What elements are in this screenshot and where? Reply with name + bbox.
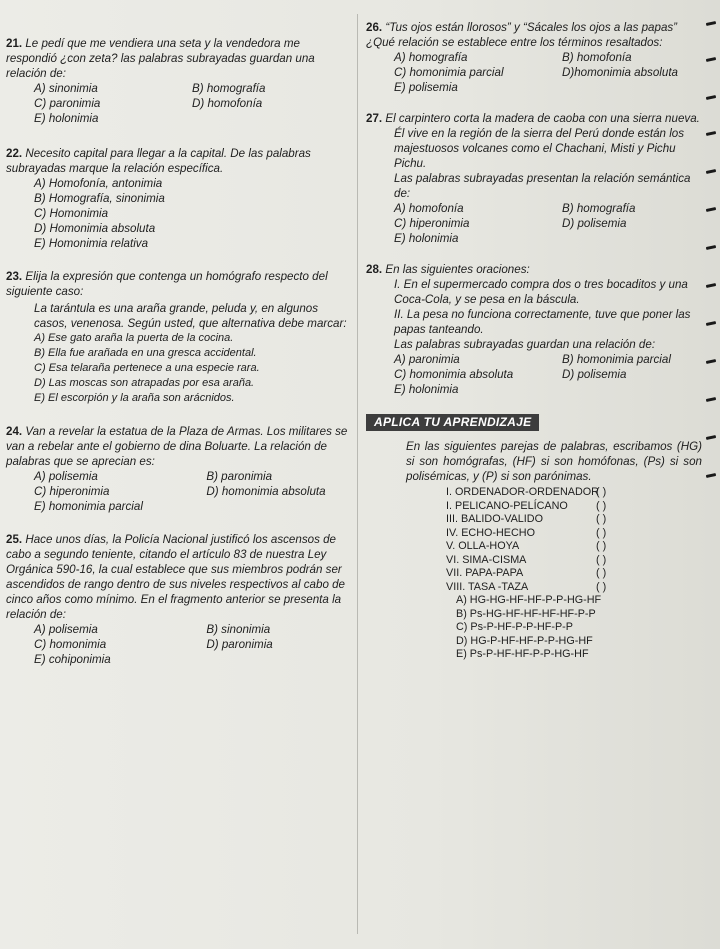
binder-mark [706,245,716,250]
option[interactable]: C) hiperonimia [34,485,110,498]
option[interactable]: E) cohiponimia [34,653,111,666]
question-24-stem: 24. Van a revelar la estatua de la Plaza de Armas. Los militares se van a rebelar ante el gobierno de dina Boluarte. La relación de palabras que se aprecian es: [6,425,348,468]
question-23 [6,269,350,406]
option[interactable]: A) Ese gato araña la puerta de la cocina. [34,332,234,344]
option[interactable]: C) homonimia parcial [394,66,504,79]
question-23-options [6,331,350,406]
option[interactable]: A) homofonía [394,202,464,215]
option[interactable]: B) paronimia [206,470,273,483]
binder-mark [706,95,716,100]
option[interactable]: A) HG-HG-HF-HF-P-P-HG-HF [456,594,602,606]
binder-mark [706,283,716,288]
word-pair: V. OLLA-HOYA ( ) [446,540,607,552]
answer-blank[interactable]: ( ) [596,540,607,552]
question-28-options [366,352,702,397]
binder-mark [706,169,716,174]
question-22-stem: 22. Necesito capital para llegar a la capital. De las palabras subrayadas marque la relación específica. [6,147,311,175]
option[interactable]: C) Ps-P-HF-P-P-HF-P-P [456,621,573,633]
right-column [366,20,702,662]
word-pair: VIII. TASA -TAZA ( ) [446,580,607,593]
question-23-stem: 23. Elija la expresión que contenga un homógrafo respecto del siguiente caso: [6,270,328,298]
question-28-stem: 28. En las siguientes oraciones: [366,263,530,276]
option[interactable]: D) Las moscas son atrapadas por esa araña. [34,377,255,389]
practice-instructions: En las siguientes parejas de palabras, escribamos (HG) si son homógrafas, (HF) si son homófonas, (Ps) si son polisémicas, y (P) si son parónimas. [406,440,702,483]
binder-mark [706,321,716,326]
option[interactable]: D) homonimia absoluta [206,485,326,498]
option[interactable]: B) Ella fue arañada en una gresca accidental. [34,347,257,359]
option[interactable]: A) Homofonía, antonimia [34,177,163,190]
answer-blank[interactable]: ( ) [596,513,607,525]
binder-mark [706,21,716,26]
question-25 [6,532,350,667]
option[interactable]: B) homografía [562,202,636,215]
binder-mark [706,397,716,402]
question-22 [6,146,350,251]
option[interactable]: A) polisemia [34,470,98,483]
option[interactable]: C) Esa telaraña pertenece a una especie rara. [34,362,260,374]
binder-mark [706,473,716,478]
binder-edge [704,0,720,949]
option[interactable]: C) Homonimia [34,207,109,220]
option[interactable]: B) homofonía [562,51,632,64]
question-28-sentence-1: I. En el supermercado compra dos o tres bocaditos y una Coca-Cola, y se pesa en la báscula. [394,278,688,306]
option[interactable]: C) hiperonimia [394,217,470,230]
question-27-stem: 27. El carpintero corta la madera de caoba con una sierra nueva. [366,112,700,125]
option[interactable]: E) holonimia [394,232,459,245]
option[interactable]: E) El escorpión y la araña son arácnidos. [34,392,235,404]
question-27-options [366,201,702,246]
question-26-options [366,50,702,95]
question-26 [366,20,702,95]
binder-mark [706,131,716,136]
question-23-case: La tarántula es una araña grande, peluda y, en algunos casos, venenosa. Según usted, que alternativa debe marcar: [34,302,347,330]
word-pair: I. ORDENADOR-ORDENADOR ( ) [446,486,607,498]
option[interactable]: D) paronimia [206,638,273,651]
question-25-stem: 25. Hace unos días, la Policía Nacional justificó los ascensos de cabo a segundo teniente, citando el artículo 83 de nuestra Ley Orgánica 590-16, la cual establece que sus miembros podrán ser ascendidos de rango dentro de sus niveles respectivos al cabo de cinco años como mínimo. En el fragmento anterior se presenta la relación de: [6,533,346,621]
binder-mark [706,207,716,212]
option[interactable]: B) Ps-HG-HF-HF-HF-HF-P-P [456,607,596,620]
question-28-prompt: Las palabras subrayadas guardan una relación de: [394,338,656,351]
question-24 [6,424,350,514]
option[interactable]: C) homonimia absoluta [394,368,514,381]
word-pair: I. PELICANO-PELÍCANO ( ) [446,499,607,512]
question-27-line3: Las palabras subrayadas presentan la relación semántica de: [394,172,691,200]
option[interactable]: C) homonimia [34,638,107,651]
binder-mark [706,57,716,62]
question-25-options [6,622,350,667]
binder-mark [706,435,716,440]
option[interactable]: E) Ps-P-HF-HF-P-P-HG-HF [456,648,589,660]
question-22-options [6,176,350,251]
answer-blank[interactable]: ( ) [596,567,607,579]
option[interactable]: B) homografía [192,82,266,95]
option[interactable]: E) polisemia [394,81,458,94]
practice-section [366,410,702,662]
question-28 [366,262,702,397]
option[interactable]: B) Homografía, sinonimia [34,192,165,205]
option[interactable]: A) paronimia [394,353,460,366]
practice-options [366,594,702,662]
option[interactable]: D) polisemia [562,368,627,381]
option[interactable]: B) sinonimia [206,623,271,636]
option[interactable]: D) HG-P-HF-HF-P-P-HG-HF [456,634,593,647]
column-divider [357,14,358,934]
question-21-options [6,81,350,126]
word-pair: III. BALIDO-VALIDO ( ) [446,513,607,525]
option[interactable]: E) holonimia [394,383,459,396]
option[interactable]: D) Homonimia absoluta [34,222,156,235]
question-26-stem: 26. “Tus ojos están llorosos” y “Sácales los ojos a las papas” ¿Qué relación se establece entre los términos resaltados: [366,21,678,49]
binder-mark [706,359,716,364]
option[interactable]: E) homonimia parcial [34,500,143,513]
word-pairs [366,486,702,594]
question-28-sentence-2: II. La pesa no funciona correctamente, tuve que poner las papas tanteando. [394,308,691,336]
left-column [6,36,350,680]
option[interactable]: A) sinonimia [34,82,98,95]
option[interactable]: A) polisemia [34,623,98,636]
word-pair: VII. PAPA-PAPA ( ) [446,567,607,579]
option[interactable]: B) homonimia parcial [562,353,671,366]
word-pair: VI. SIMA-CISMA ( ) [446,553,607,566]
option[interactable]: C) paronimia [34,97,101,110]
option[interactable]: D) polisemia [562,217,627,230]
question-21 [6,36,350,126]
answer-blank[interactable]: ( ) [596,580,607,593]
option[interactable]: A) homografía [394,51,468,64]
answer-blank[interactable]: ( ) [596,553,607,566]
answer-blank[interactable]: ( ) [596,486,607,498]
question-27 [366,111,702,246]
question-21-stem: 21. Le pedí que me vendiera una seta y la vendedora me respondió ¿con zeta? las palabras subrayadas guardan una relación de: [6,37,315,80]
practice-banner: APLICA TU APRENDIZAJE [366,414,539,431]
word-pair: IV. ECHO-HECHO ( ) [446,526,607,539]
option[interactable]: D)homonimia absoluta [562,66,678,79]
question-24-options [6,469,350,514]
option[interactable]: E) holonimia [34,112,99,125]
option[interactable]: D) homofonía [192,97,263,110]
question-27-line2: Él vive en la región de la sierra del Perú donde están los majestuosos volcanes como el Chachani, Misti y Pichu Pichu. [394,127,685,170]
answer-blank[interactable]: ( ) [596,499,607,512]
answer-blank[interactable]: ( ) [596,526,607,539]
option[interactable]: E) Homonimia relativa [34,237,149,250]
